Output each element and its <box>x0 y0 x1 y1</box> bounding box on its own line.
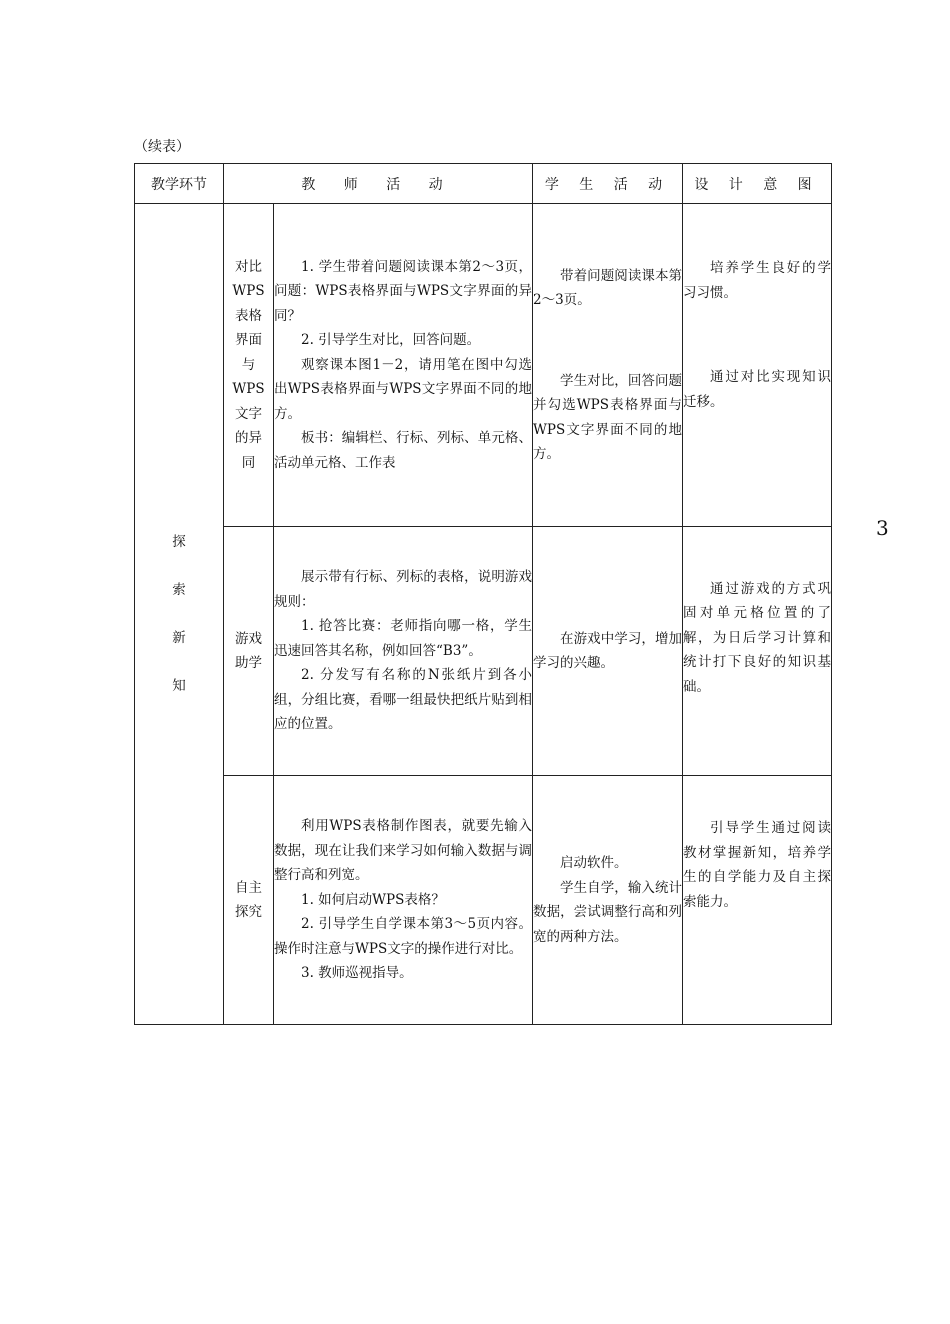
teacher-paragraph: 观察课本图1－2，请用笔在图中勾选出WPS表格界面与WPS文字界面不同的地方。 <box>274 356 533 422</box>
teacher-paragraph: 2. 引导学生自学课本第3～5页内容。操作时注意与WPS文字的操作进行对比。 <box>274 916 533 957</box>
student-paragraph: 学生自学，输入统计数据，尝试调整行高和列宽的两种方法。 <box>533 879 683 945</box>
sub-stage-line: 文字 <box>235 405 262 422</box>
header-design: 设 计 意 图 <box>683 164 832 204</box>
sub-stage-line: 界面 <box>235 332 262 349</box>
student-paragraph: 在游戏中学习，增加学习的兴趣。 <box>533 630 683 671</box>
design-paragraph: 通过对比实现知识迁移。 <box>683 369 832 410</box>
sub-stage-line: 与 <box>241 356 256 373</box>
sub-stage-line: 自主 <box>235 879 262 896</box>
design-paragraph: 培养学生良好的学习习惯。 <box>683 260 832 301</box>
teacher-paragraph: 3. 教师巡视指导。 <box>301 965 413 982</box>
student-paragraph: 启动软件。 <box>560 855 628 871</box>
table-caption: （续表） <box>134 139 190 155</box>
design-intent-cell <box>683 776 832 1025</box>
stage-char: 知 <box>172 678 186 694</box>
header-teacher: 教 师 活 动 <box>224 164 533 204</box>
teacher-activity-cell <box>274 776 533 1025</box>
header-stage: 教学环节 <box>135 164 224 204</box>
sub-stage-line: 游戏 <box>235 630 262 647</box>
sub-stage-line: 表格 <box>235 307 262 324</box>
teacher-paragraph: 板书：编辑栏、行标、列标、单元格、活动单元格、工作表 <box>274 430 533 471</box>
sub-stage-line: 助学 <box>235 655 262 671</box>
stage-char: 索 <box>172 582 186 598</box>
sub-stage-cell <box>224 776 274 1025</box>
sub-stage-line: 对比 <box>235 258 262 275</box>
teacher-activity-cell <box>274 204 533 527</box>
teacher-paragraph: 1. 如何启动WPS表格？ <box>301 891 445 908</box>
header-student: 学 生 活 动 <box>533 164 683 204</box>
stage-cell <box>135 204 224 1025</box>
teacher-paragraph: 2. 分发写有名称的N张纸片到各小组，分组比赛，看哪一组最快把纸片贴到相应的位置。 <box>274 667 533 733</box>
design-paragraph: 引导学生通过阅读教材掌握新知，培养学生的自学能力及自主探索能力。 <box>683 820 832 910</box>
student-paragraph: 学生对比，回答问题并勾选WPS表格界面与WPS文字界面不同的地方。 <box>533 372 683 462</box>
sub-stage-line: WPS <box>232 381 265 398</box>
sub-stage-line: 的异 <box>235 430 262 447</box>
student-activity-cell <box>533 776 683 1025</box>
table-row <box>135 527 832 776</box>
stage-char: 探 <box>172 534 186 550</box>
student-activity-cell <box>533 527 683 776</box>
teacher-paragraph: 1. 学生带着问题阅读课本第2～3页，问题：WPS表格界面与WPS文字界面的异同？ <box>274 258 533 324</box>
page-number: 3 <box>876 516 889 540</box>
teacher-paragraph: 展示带有行标、列标的表格，说明游戏规则： <box>274 569 533 610</box>
teacher-paragraph: 利用WPS表格制作图表，就要先输入数据，现在让我们来学习如何输入数据与调整行高和列宽。 <box>274 818 533 884</box>
sub-stage-line: WPS <box>232 283 265 300</box>
student-activity-cell <box>533 204 683 527</box>
table-row <box>135 776 832 1025</box>
table-row <box>135 204 832 527</box>
design-intent-cell <box>683 527 832 776</box>
header-row <box>135 164 832 204</box>
sub-stage-cell <box>224 204 274 527</box>
design-intent-cell <box>683 204 832 527</box>
stage-char: 新 <box>172 630 186 646</box>
sub-stage-line: 同 <box>241 454 256 471</box>
lesson-plan-table <box>134 163 832 1025</box>
teacher-paragraph: 2. 引导学生对比，回答问题。 <box>301 332 481 349</box>
student-paragraph: 带着问题阅读课本第2～3页。 <box>533 267 683 308</box>
teacher-activity-cell <box>274 527 533 776</box>
teacher-paragraph: 1. 抢答比赛：老师指向哪一格，学生迅速回答其名称，例如回答“B3”。 <box>274 618 533 659</box>
design-paragraph: 通过游戏的方式巩固对单元格位置的了解，为日后学习计算和统计打下良好的知识基础。 <box>683 580 832 695</box>
sub-stage-line: 探究 <box>235 904 262 920</box>
sub-stage-cell <box>224 527 274 776</box>
